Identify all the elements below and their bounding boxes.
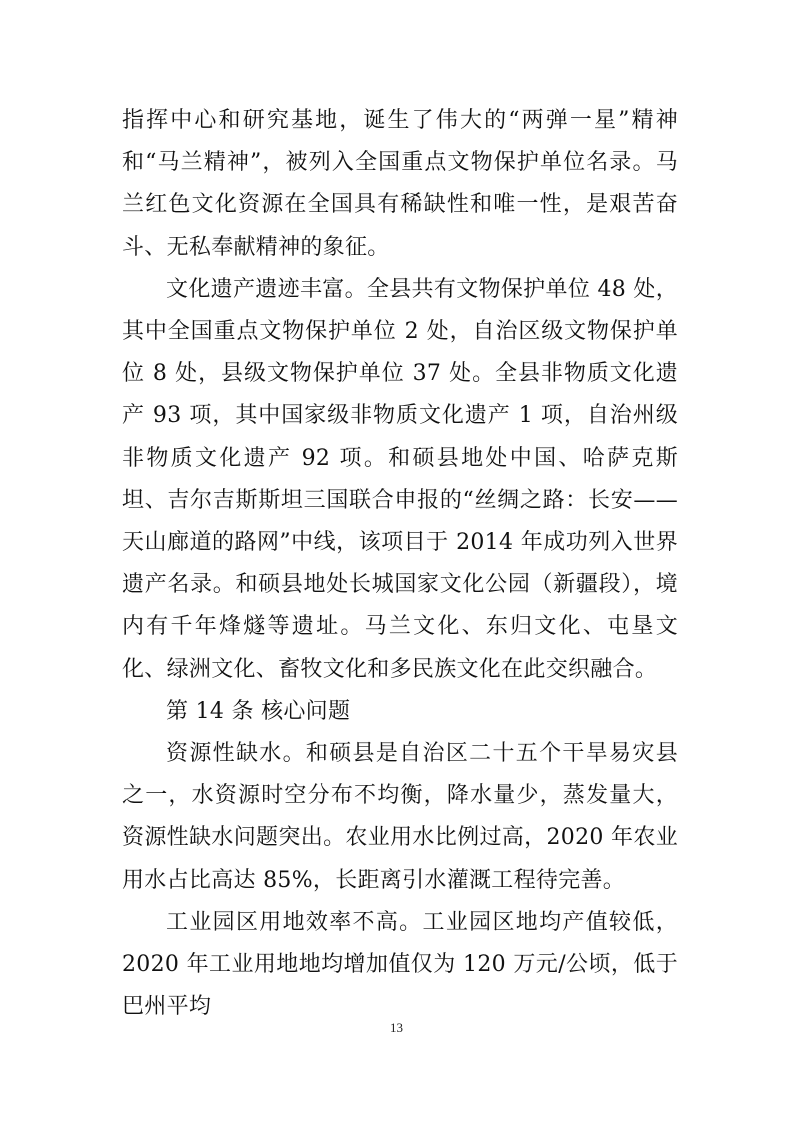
body-text [122,100,678,1028]
paragraph-industrial-land: 工业园区用地效率不高。工业园区地均产值较低，2020 年工业用地地均增加值仅为 120 万元/公顷，低于巴州平均 [122,909,678,1020]
page-number: 13 [390,1020,403,1035]
paragraph-water-shortage: 资源性缺水。和硕县是自治区二十五个干旱易灾县之一，水资源时空分布不均衡，降水量少，蒸发量大，资源性缺水问题突出。农业用水比例过高，2020 年农业用水占比高达 85%，长距离引水灌溉工程待完善。 [122,741,678,893]
paragraph-continuation: 指挥中心和研究基地，诞生了伟大的“两弹一星”精神和“马兰精神”，被列入全国重点文物保护单位名录。马兰红色文化资源在全国具有稀缺性和唯一性，是艰苦奋斗、无私奉献精神的象征。 [122,108,678,260]
section-heading: 第 14 条 核心问题 [166,698,351,724]
paragraph-cultural-heritage: 文化遗产遗迹丰富。全县共有文物保护单位 48 处，其中全国重点文物保护单位 2 处，自治区级文物保护单位 8 处，县级文物保护单位 37 处。全县非物质文化遗产 93 项，其中国家级非物质文化遗产 1 项，自治州级非物质文化遗产 92 项。和硕县地处中国、哈萨克斯坦、吉尔吉斯斯坦三国联合申报的“丝绸之路：长安——天山廊道的路网”中线，该项目于 2014 年成功列入世界遗产名录。和硕县地处长城国家文化公园（新疆段），境内有千年烽燧等遗址。马兰文化、东归文化、屯垦文化、绿洲文化、畜牧文化和多民族文化在此交织融合。 [122,276,678,682]
